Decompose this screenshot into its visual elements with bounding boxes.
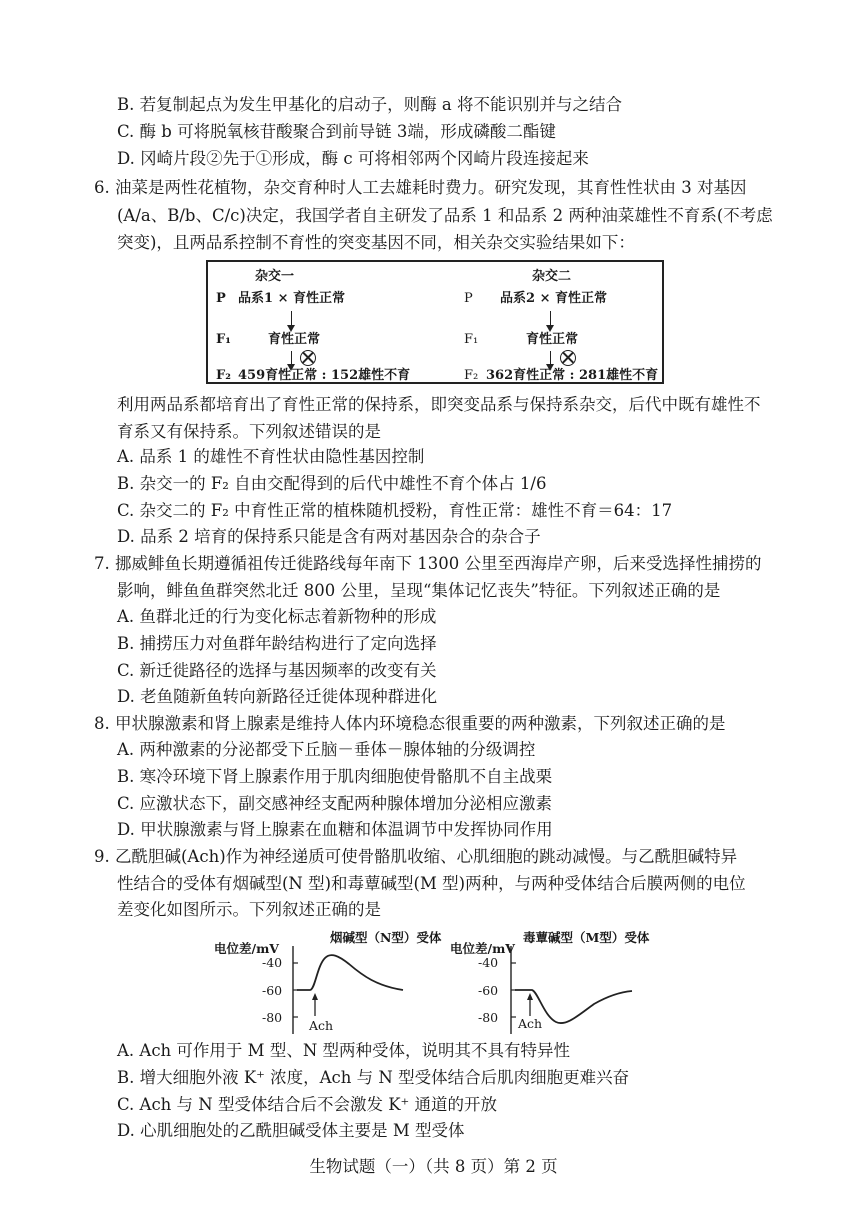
q6-stem-line-1: 6. 油菜是两性花植物，杂交育种时人工去雄耗时费力。研究发现，其育性性状由 3 对基因 xyxy=(94,178,747,197)
q6-option-a: A. 品系 1 的雄性不育性状由隐性基因控制 xyxy=(117,447,425,466)
cross1-title: 杂交一 xyxy=(255,269,295,284)
cross2-arrow-1 xyxy=(550,311,551,330)
q7-option-d: D. 老鱼随新鱼转向新路径迁徙体现种群进化 xyxy=(117,687,438,706)
cross1-arrow-2 xyxy=(291,351,292,369)
graph-m-tick-60: -60 xyxy=(478,983,499,998)
q9-stem-line-3: 差变化如图所示。下列叙述正确的是 xyxy=(117,900,381,919)
q9-stem-line-1: 9. 乙酰胆碱(Ach)作为神经递质可使骨骼肌收缩、心肌细胞的跳动减慢。与乙酰胆碱特异 xyxy=(94,847,738,866)
q9-stem-line-2: 性结合的受体有烟碱型(N 型)和毒蕈碱型(M 型)两种，与两种受体结合后膜两侧的电位 xyxy=(117,874,746,893)
q5-option-d: D. 冈崎片段②先于①形成，酶 c 可将相邻两个冈崎片段连接起来 xyxy=(117,149,589,168)
q6-stem-line-3: 突变)，且两品系控制不育性的突变基因不同，相关杂交实验结果如下： xyxy=(117,233,635,252)
q7-option-a: A. 鱼群北迁的行为变化标志着新物种的形成 xyxy=(117,607,437,626)
cross2-f2-label: F₂ xyxy=(464,368,479,383)
graph-m-ylabel: 电位差/mV xyxy=(450,941,515,956)
graph-m-ach-label: Ach xyxy=(518,1016,543,1031)
q6-option-d: D. 品系 2 培育的保持系只能是含有两对基因杂合的杂合子 xyxy=(117,527,541,546)
graph-m-potential-curve xyxy=(515,990,632,1023)
cross1-f2-text: 459育性正常 : 152雄性不育 xyxy=(238,368,411,383)
cross2-f1-text: 育性正常 xyxy=(526,332,579,347)
page-footer: 生物试题（一）（共 8 页）第 2 页 xyxy=(309,1157,558,1176)
cross1-f1-text: 育性正常 xyxy=(268,332,321,347)
q6-after-line-2: 育系又有保持系。下列叙述错误的是 xyxy=(117,422,381,441)
graph-n-title: 烟碱型（N型）受体 xyxy=(330,930,442,945)
q7-stem-line-1: 7. 挪威鲱鱼长期遵循祖传迁徙路线每年南下 1300 公里至西海岸产卵，后来受选择性捕捞的 xyxy=(94,554,762,573)
graph-m-title: 毒蕈碱型（M型）受体 xyxy=(523,930,650,945)
cross1-f2-label: F₂ xyxy=(216,368,231,383)
cross-experiment-box xyxy=(206,260,664,384)
graph-m-plot xyxy=(504,944,644,1036)
q5-option-b: B. 若复制起点为发生甲基化的启动子，则酶 a 将不能识别并与之结合 xyxy=(117,95,622,114)
q6-option-b: B. 杂交一的 F₂ 自由交配得到的后代中雄性不育个体占 1/6 xyxy=(117,474,547,493)
q6-after-line-1: 利用两品系都培育出了育性正常的保持系，即突变品系与保持系杂交，后代中既有雄性不 xyxy=(117,395,761,414)
cross2-title: 杂交二 xyxy=(532,269,572,284)
graph-n-ach-arrowhead xyxy=(312,993,318,1000)
graph-m-tick-80: -80 xyxy=(478,1010,499,1025)
q6-option-c: C. 杂交二的 F₂ 中育性正常的植株随机授粉，育性正常：雄性不育＝64：17 xyxy=(117,501,673,520)
graph-m-tick-40: -40 xyxy=(478,955,499,970)
cross1-f1-label: F₁ xyxy=(216,332,231,347)
cross2-selfing-icon xyxy=(560,350,576,366)
q7-stem-line-2: 影响，鲱鱼鱼群突然北迁 800 公里，呈现“集体记忆丧失”特征。下列叙述正确的是 xyxy=(117,581,721,600)
cross2-f1-label: F₁ xyxy=(464,332,479,347)
q9-option-d: D. 心肌细胞处的乙酰胆碱受体主要是 M 型受体 xyxy=(117,1121,465,1140)
cross2-p-label: P xyxy=(464,291,473,306)
q9-option-b: B. 增大细胞外液 K⁺ 浓度，Ach 与 N 型受体结合后肌肉细胞更难兴奋 xyxy=(117,1068,630,1087)
q8-option-b: B. 寒冷环境下肾上腺素作用于肌肉细胞使骨骼肌不自主战栗 xyxy=(117,767,553,786)
cross2-arrow-2 xyxy=(550,351,551,369)
q7-option-c: C. 新迁徙路径的选择与基因频率的改变有关 xyxy=(117,661,437,680)
q9-option-a: A. Ach 可作用于 M 型、N 型两种受体，说明其不具有特异性 xyxy=(117,1041,571,1060)
cross1-p-text: 品系1 × 育性正常 xyxy=(238,291,345,306)
cross2-p-text: 品系2 × 育性正常 xyxy=(500,291,607,306)
cross1-selfing-icon xyxy=(300,350,316,366)
cross1-arrow-1 xyxy=(291,311,292,330)
q5-option-c: C. 酶 b 可将脱氧核苷酸聚合到前导链 3端，形成磷酸二酯键 xyxy=(117,122,556,141)
q8-option-a: A. 两种激素的分泌都受下丘脑－垂体－腺体轴的分级调控 xyxy=(117,740,536,759)
q8-stem: 8. 甲状腺激素和肾上腺素是维持人体内环境稳态很重要的两种激素，下列叙述正确的是 xyxy=(94,714,726,733)
graph-n-ylabel: 电位差/mV xyxy=(214,941,279,956)
cross2-f2-text: 362育性正常 : 281雄性不育 xyxy=(486,368,659,383)
q8-option-c: C. 应激状态下，副交感神经支配两种腺体增加分泌相应激素 xyxy=(117,794,553,813)
graph-n-tick-60: -60 xyxy=(262,983,283,998)
graph-m-ach-arrowhead xyxy=(527,993,533,1000)
q6-stem-line-2: (A/a、B/b、C/c)决定，我国学者自主研发了品系 1 和品系 2 两种油菜雄性不育系(不考虑 xyxy=(117,206,773,225)
graph-n-ach-label: Ach xyxy=(309,1018,334,1033)
q7-option-b: B. 捕捞压力对鱼群年龄结构进行了定向选择 xyxy=(117,634,437,653)
graph-n-tick-40: -40 xyxy=(262,955,283,970)
graph-n-tick-80: -80 xyxy=(262,1010,283,1025)
q8-option-d: D. 甲状腺激素与肾上腺素在血糖和体温调节中发挥协同作用 xyxy=(117,820,553,839)
graph-n-plot xyxy=(285,944,415,1036)
cross1-p-label: P xyxy=(216,291,226,306)
graph-n-potential-curve xyxy=(297,955,403,990)
q9-option-c: C. Ach 与 N 型受体结合后不会激发 K⁺ 通道的开放 xyxy=(117,1095,498,1114)
